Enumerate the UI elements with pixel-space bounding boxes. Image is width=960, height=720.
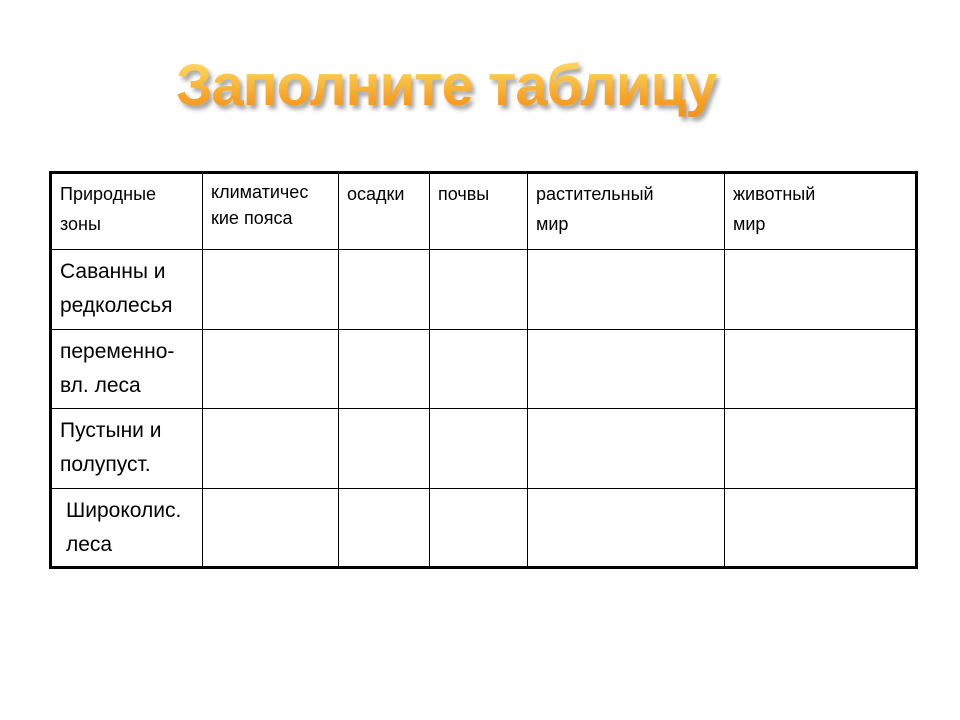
- column-header-soils: почвы: [430, 173, 528, 250]
- soils-cell[interactable]: [430, 409, 528, 489]
- zone-name-cell: Саванны и редколесья: [51, 250, 203, 330]
- table-row: [51, 250, 917, 330]
- table-row: [51, 409, 917, 489]
- precipitation-cell[interactable]: [339, 488, 430, 568]
- soils-cell[interactable]: [430, 329, 528, 409]
- climate-zone-cell[interactable]: [203, 329, 339, 409]
- fauna-cell[interactable]: [725, 250, 917, 330]
- column-header-climate-zones: климатичес кие пояса: [203, 173, 339, 250]
- fauna-cell[interactable]: [725, 329, 917, 409]
- column-header-precipitation: осадки: [339, 173, 430, 250]
- zone-name-cell: переменно- вл. леса: [51, 329, 203, 409]
- flora-cell[interactable]: [528, 329, 725, 409]
- zone-name-cell: Пустыни и полупуст.: [51, 409, 203, 489]
- column-header-fauna: животный мир: [725, 173, 917, 250]
- precipitation-cell[interactable]: [339, 409, 430, 489]
- soils-cell[interactable]: [430, 250, 528, 330]
- soils-cell[interactable]: [430, 488, 528, 568]
- fauna-cell[interactable]: [725, 488, 917, 568]
- flora-cell[interactable]: [528, 409, 725, 489]
- natural-zones-table: [49, 171, 918, 569]
- fauna-cell[interactable]: [725, 409, 917, 489]
- column-header-natural-zones: Природные зоны: [51, 173, 203, 250]
- precipitation-cell[interactable]: [339, 250, 430, 330]
- climate-zone-cell[interactable]: [203, 250, 339, 330]
- column-header-flora: растительный мир: [528, 173, 725, 250]
- table-row: [51, 488, 917, 568]
- table-header-row: [51, 173, 917, 250]
- climate-zone-cell[interactable]: [203, 409, 339, 489]
- flora-cell[interactable]: [528, 488, 725, 568]
- table-row: [51, 329, 917, 409]
- climate-zone-cell[interactable]: [203, 488, 339, 568]
- zone-name-cell: Широколис. леса: [51, 488, 203, 568]
- slide-title: Заполните таблицу: [176, 46, 776, 126]
- precipitation-cell[interactable]: [339, 329, 430, 409]
- flora-cell[interactable]: [528, 250, 725, 330]
